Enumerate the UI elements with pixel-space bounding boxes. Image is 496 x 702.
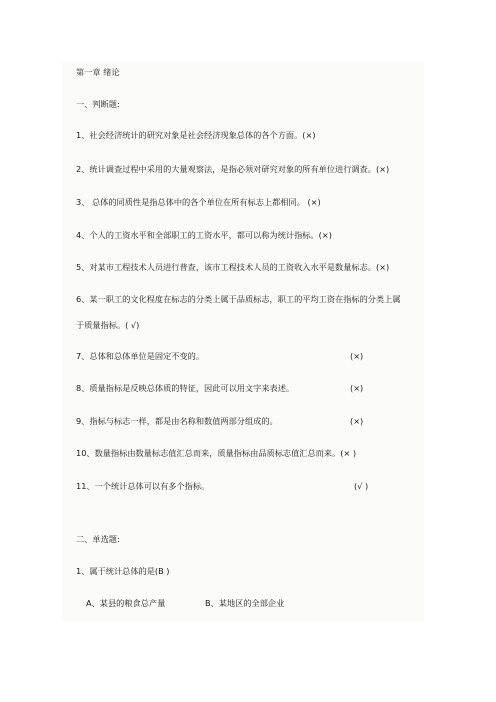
answer-mark: (×) — [350, 383, 364, 393]
section-heading-single-choice: 二、单选题: — [76, 534, 120, 544]
question-item-continued: 于质量指标。( √) — [76, 320, 140, 330]
answer-mark: (×) — [350, 416, 364, 426]
question-item: 8、质量指标是反映总体质的特征，因此可以用文字来表述。 — [76, 383, 295, 393]
question-item: 2、统计调查过程中采用的大量观察法，是指必须对研究对象的所有单位进行调查。(×) — [76, 164, 390, 174]
chapter-title: 第一章 绪论 — [76, 67, 120, 77]
option-b: B、某地区的全部企业 — [205, 598, 285, 608]
question-item: 9、指标与标志一样，都是由名称和数值两部分组成的。 — [76, 416, 278, 426]
question-item: 6、某一职工的文化程度在标志的分类上属于品质标志，职工的平均工资在指标的分类上属 — [76, 294, 401, 304]
question-item: 3、 总体的同质性是指总体中的各个单位在所有标志上都相同。 (×) — [76, 197, 321, 207]
question-item: 5、对某市工程技术人员进行普查，该市工程技术人员的工资收入水平是数量标志。(×) — [76, 262, 390, 272]
section-heading-judgement: 一、判断题: — [76, 99, 120, 109]
answer-mark: (√ ) — [354, 481, 369, 491]
question-item: 1、属于统计总体的是(B ) — [76, 566, 170, 576]
question-item: 4、个人的工资水平和全部职工的工资水平，都可以称为统计指标。(×) — [76, 230, 332, 240]
answer-mark: (×) — [350, 351, 364, 361]
question-item: 10、数量指标由数量标志值汇总而来，质量指标由品质标志值汇总而来。(× ) — [76, 448, 357, 458]
question-item: 7、总体和总体单位是固定不变的。 — [76, 351, 205, 361]
question-item: 11、一个统计总体可以有多个指标。 — [76, 481, 210, 491]
option-a: A、某县的粮食总产量 — [86, 598, 166, 608]
question-item: 1、社会经济统计的研究对象是社会经济现象总体的各个方面。(×) — [76, 130, 316, 140]
